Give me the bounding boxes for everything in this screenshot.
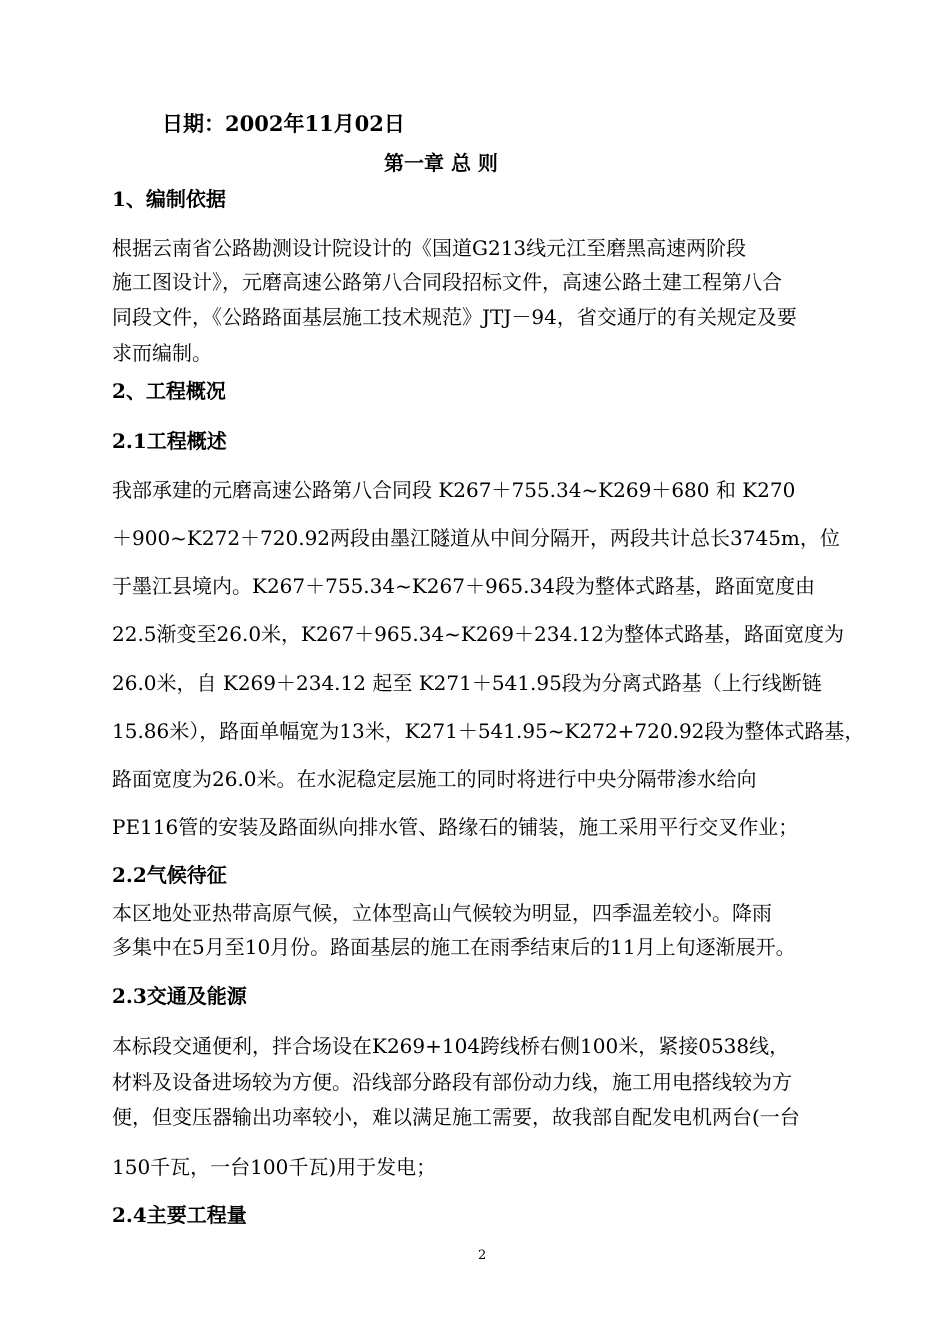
paragraph-line: 本标段交通便利，拌合场设在K269+104跨线桥右侧100米，紧接0538线， [112, 1034, 790, 1058]
paragraph-line: 15.86米），路面单幅宽为13米，K271＋541.95~K272+720.92段为整体式路基， [112, 719, 865, 743]
page-number: 2 [478, 1248, 487, 1263]
paragraph-line: 于墨江县境内。K267＋755.34~K267＋965.34段为整体式路基，路面宽度由 [112, 574, 815, 598]
paragraph-line: 同段文件，《公路路面基层施工技术规范》JTJ－94，省交通厅的有关规定及要 [112, 305, 797, 329]
paragraph-line: 根据云南省公路勘测设计院设计的《国道G213线元江至磨黑高速两阶段 [112, 236, 747, 260]
section-heading-2: 2、工程概况 [112, 379, 226, 403]
paragraph-line: 22.5渐变至26.0米，K267＋965.34~K269＋234.12为整体式路基，路面宽度为 [112, 622, 845, 646]
date-line: 日期：2002年11月02日 [162, 111, 405, 136]
section-heading-1: 1、编制依据 [112, 187, 226, 211]
section-heading-2-2: 2.2气候待征 [112, 863, 227, 887]
chapter-title: 第一章 总 则 [384, 151, 498, 175]
paragraph-line: ＋900~K272＋720.92两段由墨江隧道从中间分隔开，两段共计总长3745m，位 [112, 526, 840, 550]
paragraph-line: 便，但变压器输出功率较小，难以满足施工需要，故我部自配发电机两台(一台 [112, 1105, 800, 1129]
section-heading-2-1: 2.1工程概述 [112, 429, 227, 453]
section-heading-2-4: 2.4主要工程量 [112, 1203, 247, 1227]
paragraph-line: 多集中在5月至10月份。路面基层的施工在雨季结束后的11月上旬逐渐展开。 [112, 935, 796, 959]
paragraph-line: 26.0米，自 K269＋234.12 起至 K271＋541.95段为分离式路基（上行线断链 [112, 671, 822, 695]
paragraph-line: 材料及设备进场较为方便。沿线部分路段有部份动力线，施工用电搭线较为方 [112, 1070, 792, 1094]
section-heading-2-3: 2.3交通及能源 [112, 984, 247, 1008]
paragraph-line: 我部承建的元磨高速公路第八合同段 K267＋755.34~K269＋680 和 K270 [112, 478, 796, 502]
paragraph-line: 150千瓦，一台100千瓦)用于发电； [112, 1155, 437, 1179]
paragraph-line: 求而编制。 [112, 341, 212, 365]
paragraph-line: 本区地处亚热带高原气候，立体型高山气候较为明显，四季温差较小。降雨 [112, 901, 772, 925]
paragraph-line: 路面宽度为26.0米。在水泥稳定层施工的同时将进行中央分隔带渗水给向 [112, 767, 757, 791]
paragraph-line: 施工图设计》，元磨高速公路第八合同段招标文件，高速公路土建工程第八合 [112, 270, 782, 294]
paragraph-line: PE116管的安装及路面纵向排水管、路缘石的铺装，施工采用平行交叉作业； [112, 815, 799, 839]
